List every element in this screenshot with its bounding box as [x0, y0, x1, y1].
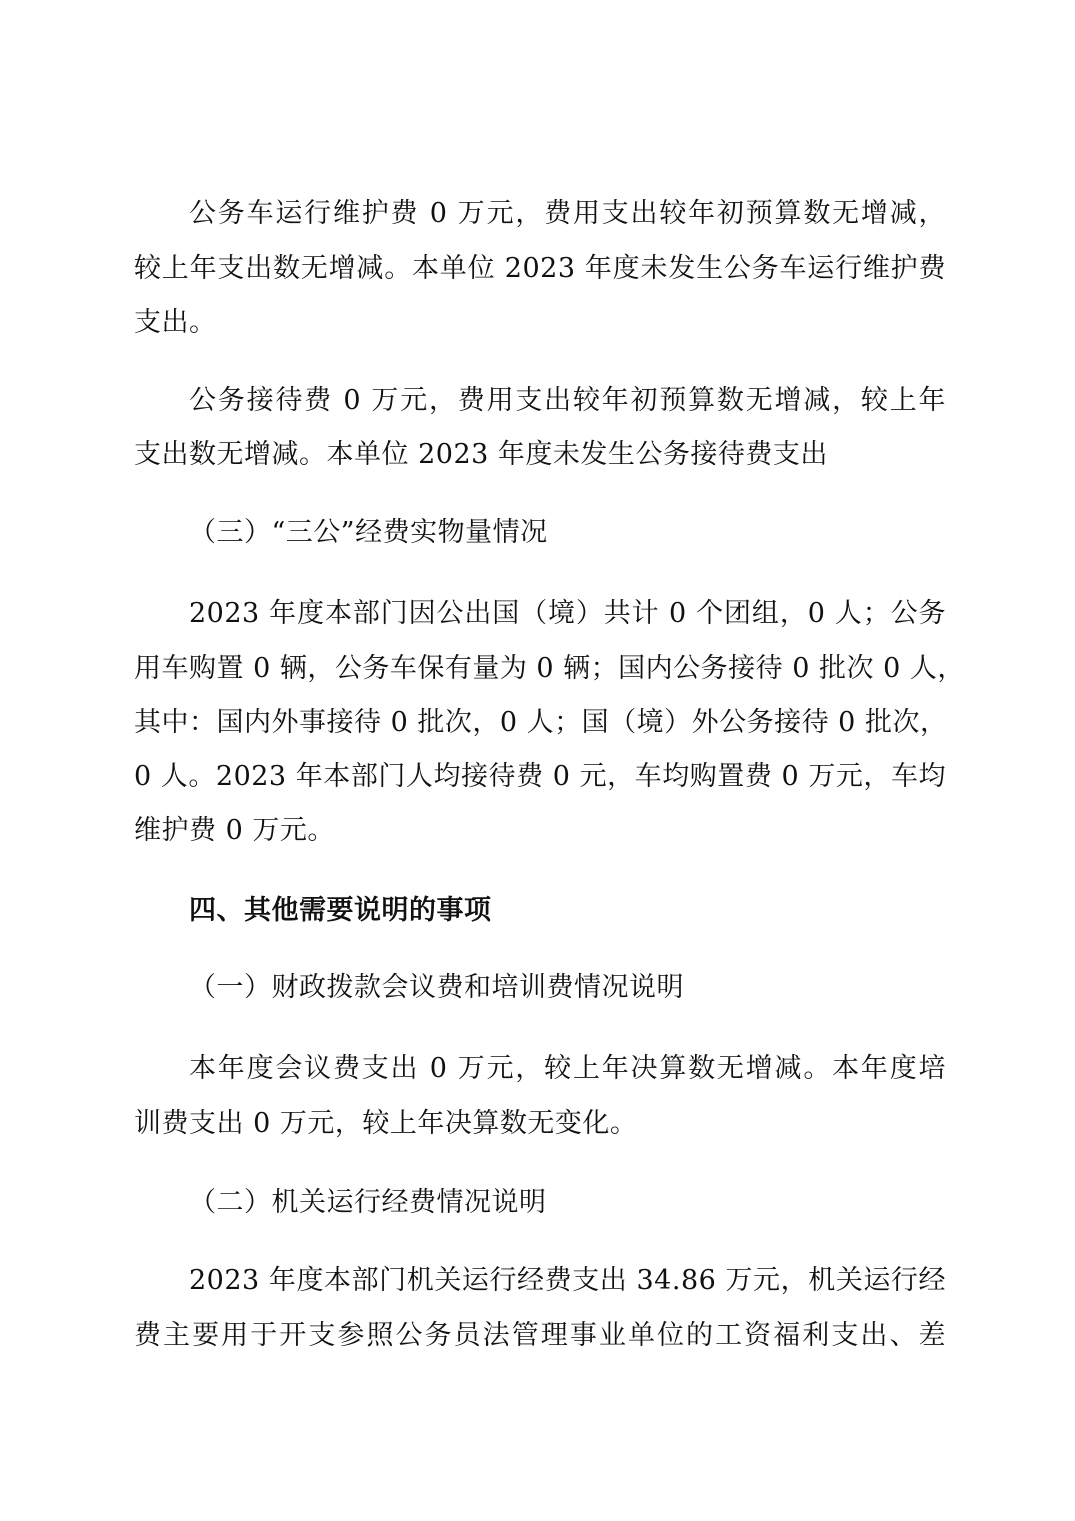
- paragraph-line: 公务车运行维护费 0 万元，费用支出较年初预算数无增减，: [189, 198, 946, 229]
- section-subheading: （二）机关运行经费情况说明: [189, 1187, 547, 1218]
- paragraph-line: 支出数无增减。本单位 2023 年度未发生公务接待费支出: [134, 439, 828, 470]
- paragraph-line: 本年度会议费支出 0 万元，较上年决算数无增减。本年度培: [189, 1053, 946, 1084]
- paragraph-line: 公务接待费 0 万元，费用支出较年初预算数无增减，较上年: [189, 385, 946, 416]
- paragraph-line: 0 人。2023 年本部门人均接待费 0 元，车均购置费 0 万元，车均: [134, 761, 946, 792]
- paragraph-line: 2023 年度本部门因公出国（境）共计 0 个团组，0 人；公务: [189, 598, 946, 629]
- paragraph-line: 费主要用于开支参照公务员法管理事业单位的工资福利支出、差: [134, 1320, 946, 1351]
- section-subheading: （一）财政拨款会议费和培训费情况说明: [189, 972, 684, 1003]
- paragraph-line: 较上年支出数无增减。本单位 2023 年度未发生公务车运行维护费: [134, 253, 946, 284]
- paragraph-line: 用车购置 0 辆，公务车保有量为 0 辆；国内公务接待 0 批次 0 人，: [134, 653, 965, 684]
- paragraph-line: 维护费 0 万元。: [134, 815, 335, 846]
- paragraph-line: 训费支出 0 万元，较上年决算数无变化。: [134, 1108, 638, 1139]
- paragraph-line: 2023 年度本部门机关运行经费支出 34.86 万元，机关运行经: [189, 1265, 946, 1296]
- paragraph-line: 其中：国内外事接待 0 批次，0 人；国（境）外公务接待 0 批次，: [134, 707, 948, 738]
- section-heading: 四、其他需要说明的事项: [189, 895, 492, 926]
- paragraph-line: 支出。: [134, 307, 217, 338]
- section-subheading: （三）“三公”经费实物量情况: [189, 517, 548, 548]
